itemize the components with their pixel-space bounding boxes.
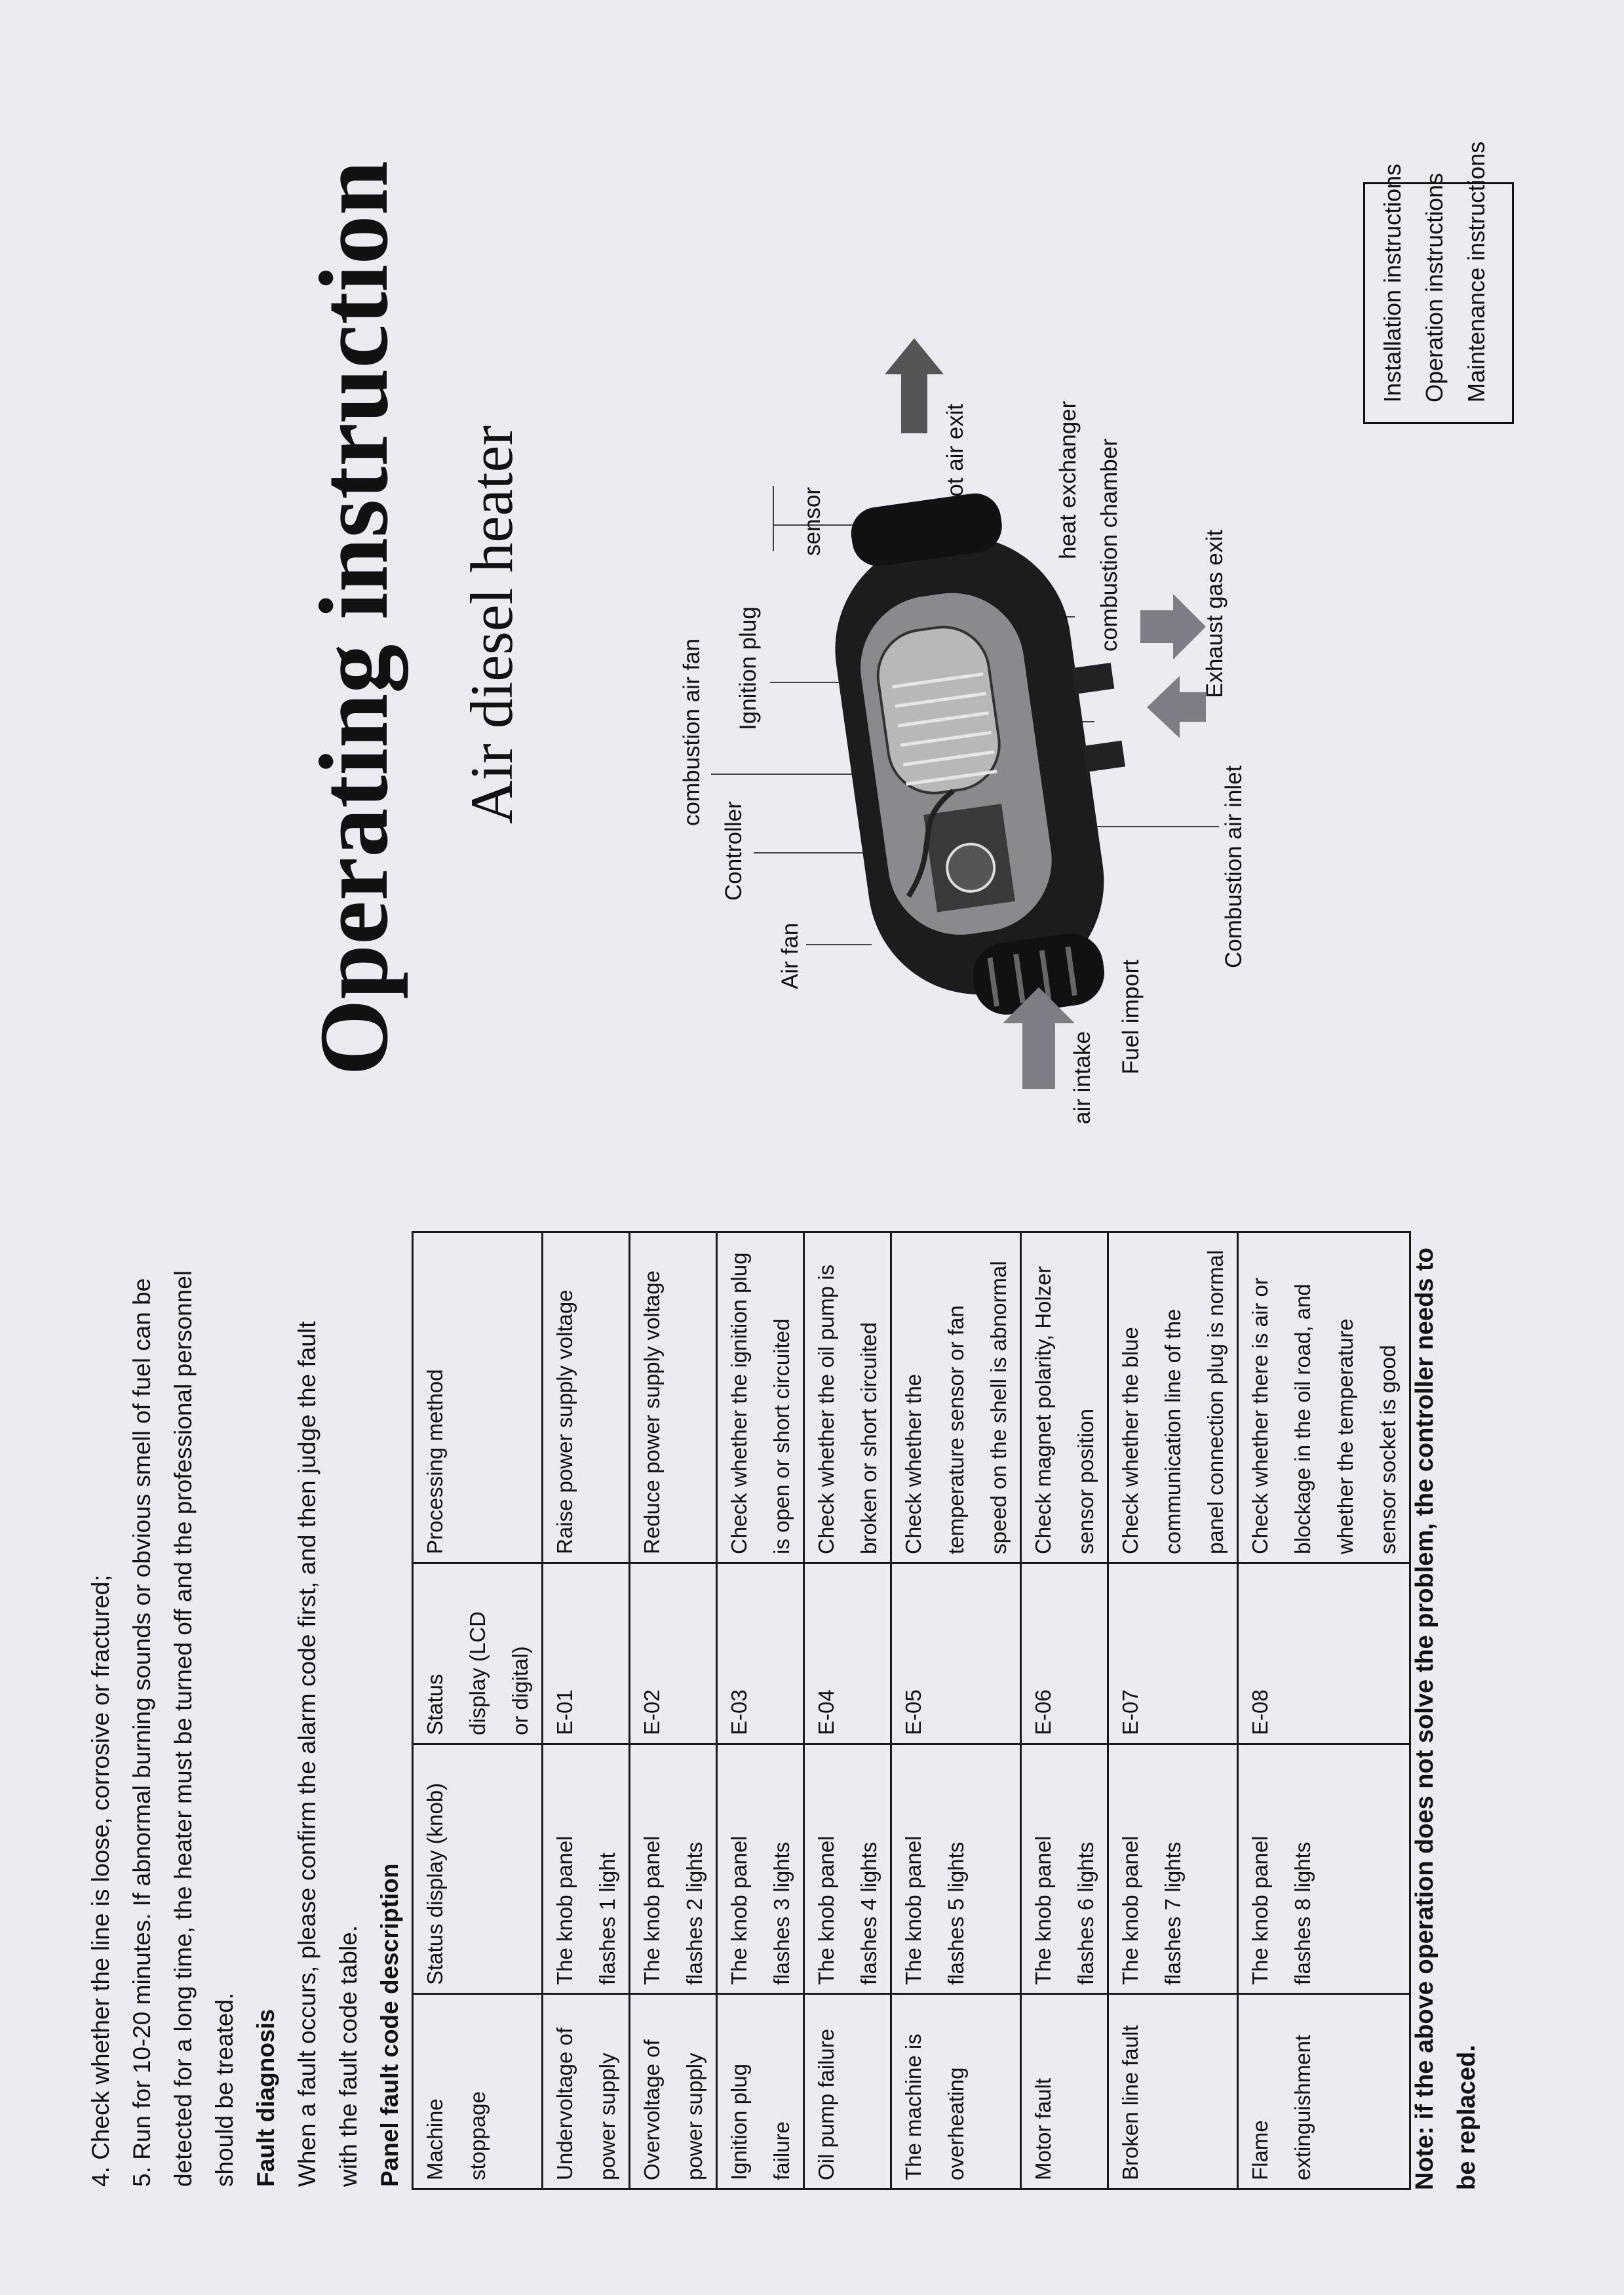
- label-combustion-air-fan: combustion air fan: [679, 638, 705, 826]
- label-heat-exchanger: heat exchanger: [1055, 401, 1081, 559]
- knob-status-cell: The knob panel flashes 6 lights: [1021, 1744, 1108, 1994]
- knob-status-cell: The knob panel flashes 3 lights: [717, 1744, 804, 1994]
- paragraph-line: 4. Check whether the line is loose, corrosive or fractured;: [87, 1575, 114, 2187]
- label-controller: Controller: [721, 801, 746, 901]
- page-subtitle: Air diesel heater: [458, 425, 525, 824]
- fault-name-cell: Undervoltage of power supply: [543, 1994, 630, 2189]
- fault-name-cell: Flame extinguishment: [1238, 1994, 1410, 2189]
- contents-box: [1363, 141, 1514, 424]
- menu-operation: Operation instructions: [1421, 172, 1448, 402]
- label-air-intake: air intake: [1070, 1030, 1095, 1124]
- header-processing-method: Processing method: [413, 1232, 543, 1563]
- knob-status-cell: The knob panel flashes 4 lights: [804, 1744, 891, 1994]
- label-hot-air-exit: Hot air exit: [942, 403, 968, 513]
- fault-name-cell: Motor fault: [1021, 1994, 1108, 2189]
- knob-status-cell: The knob panel flashes 8 lights: [1238, 1744, 1410, 1994]
- processing-method-cell: Check whether the blue communication line of the panel connection plug is normal: [1108, 1232, 1238, 1563]
- label-combustion-air-inlet: Combustion air inlet: [1221, 765, 1247, 968]
- processing-method-cell: Check whether the temperature sensor or fan speed on the shell is abnormal: [891, 1232, 1021, 1563]
- error-code-cell: E-03: [717, 1563, 804, 1744]
- processing-method-cell: Check whether the ignition plug is open or short circuited: [717, 1232, 804, 1563]
- error-code-cell: E-02: [630, 1563, 717, 1744]
- error-code-cell: E-01: [543, 1563, 630, 1744]
- paragraph-line: with the fault code table.: [335, 1925, 362, 2187]
- error-code-cell: E-08: [1238, 1563, 1410, 1744]
- paragraph-line: 5. Run for 10-20 minutes. If abnormal burning sounds or obvious smell of fuel can be: [128, 1278, 155, 2187]
- fault-name-cell: Broken line fault: [1108, 1994, 1238, 2189]
- processing-method-cell: Reduce power supply voltage: [630, 1232, 717, 1563]
- paragraph-line: should be treated.: [211, 1992, 238, 2187]
- paragraph-line: detected for a long time, the heater must be turned off and the professional personnel: [170, 1270, 197, 2187]
- fault-name-cell: Oil pump failure: [804, 1994, 891, 2189]
- fault-name-cell: Ignition plug failure: [717, 1994, 804, 2189]
- error-code-cell: E-05: [891, 1563, 1021, 1744]
- processing-method-cell: Check whether the oil pump is broken or short circuited: [804, 1232, 891, 1563]
- label-exhaust-gas-exit: Exhaust gas exit: [1202, 530, 1228, 698]
- knob-status-cell: The knob panel flashes 7 lights: [1108, 1744, 1238, 1994]
- error-code-cell: E-04: [804, 1563, 891, 1744]
- knob-status-cell: The knob panel flashes 1 light: [543, 1744, 630, 1994]
- paragraph-line: When a fault occurs, please confirm the alarm code first, and then judge the fault: [294, 1321, 320, 2187]
- menu-maintenance: Maintenance instructions: [1463, 141, 1490, 402]
- fault-diagnosis-heading: Fault diagnosis: [252, 2009, 279, 2187]
- label-air-fan: Air fan: [777, 922, 803, 989]
- error-code-cell: E-07: [1108, 1563, 1238, 1744]
- menu-installation: Installation instructions: [1379, 163, 1406, 402]
- knob-status-cell: The knob panel flashes 5 lights: [891, 1744, 1021, 1994]
- header-status-knob: Status display (knob): [413, 1744, 543, 1994]
- label-sensor: sensor: [800, 486, 825, 556]
- error-code-cell: E-06: [1021, 1563, 1108, 1744]
- knob-status-cell: The knob panel flashes 2 lights: [630, 1744, 717, 1994]
- processing-method-cell: Check whether there is air or blockage in the oil road, and whether the temperature sensor socket is good: [1238, 1232, 1410, 1563]
- header-machine-stoppage: Machine stoppage: [413, 1994, 543, 2189]
- processing-method-cell: Check magnet polarity, Holzer sensor position: [1021, 1232, 1108, 1563]
- hot-air-exit-arrow-icon: [885, 338, 944, 433]
- fault-name-cell: The machine is overheating: [891, 1994, 1021, 2189]
- label-ignition-plug: Ignition plug: [735, 606, 761, 730]
- combustion-inlet-arrow-icon: [1147, 676, 1206, 738]
- replacement-note: Note: if the above operation does not solve the problem, the controller needs to be replaced.: [1411, 1247, 1480, 2190]
- fault-name-cell: Overvoltage of power supply: [630, 1994, 717, 2189]
- table-title: Panel fault code description: [376, 1863, 403, 2187]
- exhaust-arrow-icon: [1140, 594, 1206, 659]
- page-title: Operating instruction: [300, 161, 408, 1076]
- header-status-lcd: Status display (LCD or digital): [413, 1563, 543, 1744]
- processing-method-cell: Raise power supply voltage: [543, 1232, 630, 1563]
- label-fuel-import: Fuel import: [1118, 959, 1144, 1074]
- label-combustion-chamber: combustion chamber: [1096, 439, 1122, 652]
